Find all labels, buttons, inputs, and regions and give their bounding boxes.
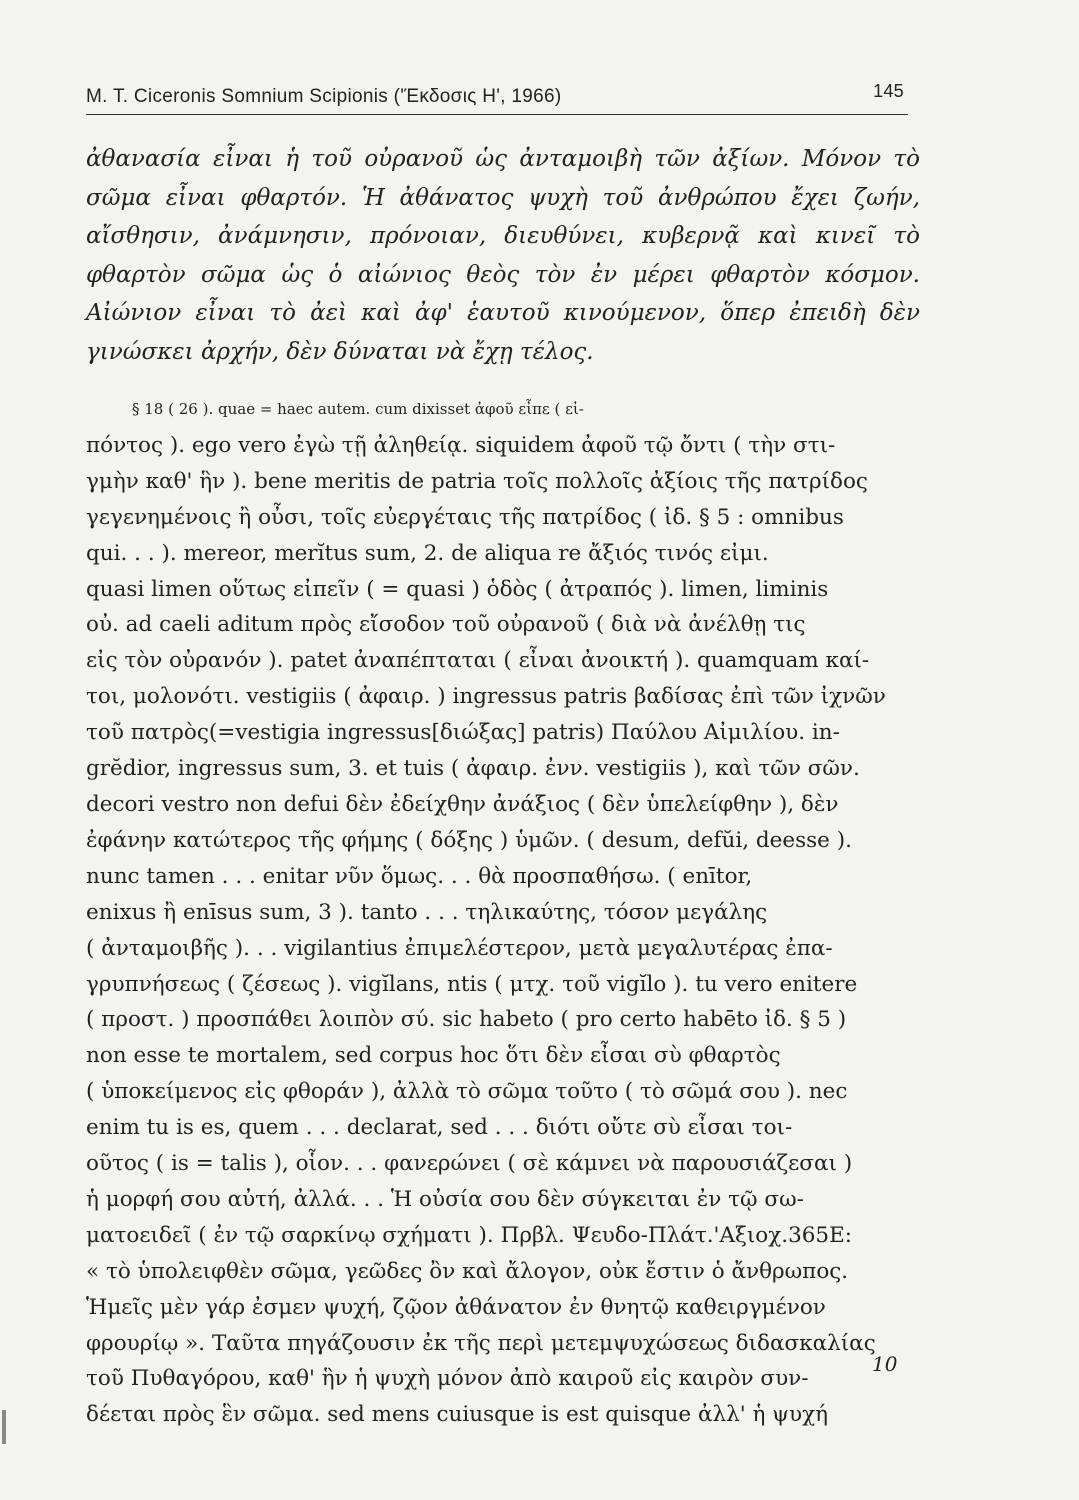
commentary-line: ἐφάνην κατώτερος τῆς φήμης ( δόξης ) ὑμῶν. ( desum, defŭi, deesse ).: [86, 827, 852, 853]
commentary-line: grĕdior, ingressus sum, 3. et tuis ( ἀφαιρ. ἐνν. vestigiis ), καὶ τῶν σῶν.: [86, 756, 860, 782]
commentary-line: δέεται πρὸς ἓν σῶμα. sed mens cuiusque is est quisque ἀλλ' ἡ ψυχή: [86, 1402, 829, 1428]
commentary-line: τοῦ Πυθαγόρου, καθ' ἣν ἡ ψυχὴ μόνον ἀπὸ καιροῦ εἰς καιρὸν συν-: [86, 1366, 809, 1392]
commentary-line: τοι, μολονότι. vestigiis ( ἀφαιρ. ) ingressus patris βαδίσας ἐπὶ τῶν ἰχνῶν: [86, 684, 886, 710]
commentary-line: οῦτος ( is = talis ), οἷον. . . φανερώνει ( σὲ κάμνει νὰ παρουσιάζεσαι ): [86, 1151, 853, 1177]
commentary-line: enixus ἢ enīsus sum, 3 ). tanto . . . τηλικαύτης, τόσον μεγάλης: [86, 899, 768, 925]
commentary-line: φρουρίῳ ». Ταῦτα πηγάζουσιν ἐκ τῆς περὶ μετεμψυχώσεως διδασκαλίας: [86, 1330, 876, 1356]
commentary-line: quasi limen οὕτως εἰπεῖν ( = quasi ) ὁδὸς ( ἀτραπός ). limen, liminis: [86, 576, 829, 602]
commentary-line: ( προστ. ) προσπάθει λοιπὸν σύ. sic habeto ( pro certo habēto ἰδ. § 5 ): [86, 1007, 847, 1033]
commentary-line: non esse te mortalem, sed corpus hoc ὅτι δὲν εἶσαι σὺ φθαρτὸς: [86, 1043, 781, 1069]
commentary-line: ματοειδεῖ ( ἐν τῷ σαρκίνῳ σχήματι ). Πρβλ. Ψευδο-Πλάτ.'Αξιοχ.365E:: [86, 1222, 853, 1248]
commentary-line: γμὴν καθ' ἣν ). bene meritis de patria τοῖς πολλοῖς ἀξίοις τῆς πατρίδος: [86, 468, 868, 494]
commentary-line: nunc tamen . . . enitar νῦν ὅμως. . . θὰ προσπαθήσω. ( enītor,: [86, 863, 753, 889]
commentary-line: γεγενημένοις ἢ οὖσι, τοῖς εὐεργέταις τῆς πατρίδος ( ἰδ. § 5 : omnibus: [86, 504, 844, 530]
commentary-line: πόντος ). ego vero ἐγὼ τῇ ἀληθείᾳ. siquidem ἀφοῦ τῷ ὄντι ( τὴν στι-: [86, 432, 836, 458]
scan-edge-mark: [2, 1410, 6, 1444]
commentary-line: enim tu is es, quem . . . declarat, sed . . . διότι οὔτε σὺ εἶσαι τοι-: [86, 1115, 793, 1141]
commentary-line: ἡ μορφή σου αὐτή, ἀλλά. . . Ἡ οὐσία σου δὲν σύγκειται ἐν τῷ σω-: [86, 1186, 804, 1212]
commentary-line: τοῦ πατρὸς(=vestigia ingressus[διώξας] patris) Παύλου Αἰμιλίου. in-: [86, 720, 840, 746]
commentary-line: decori vestro non defui δὲν ἐδείχθην ἀνάξιος ( δὲν ὑπελείφθην ), δὲν: [86, 791, 839, 817]
commentary-line: γρυπνήσεως ( ζέσεως ). vigĭlans, ntis ( μτχ. τοῦ vigĭlo ). tu vero enitere: [86, 971, 858, 997]
commentary-line: εἰς τὸν οὐρανόν ). patet ἀναπέπταται ( εἶναι ἀνοικτή ). quamquam καί-: [86, 648, 870, 674]
commentary-line: ( ὑποκείμενος εἰς φθοράν ), ἀλλὰ τὸ σῶμα τοῦτο ( τὸ σῶμά σου ). nec: [86, 1079, 848, 1105]
running-header: [86, 78, 908, 115]
signature-mark: 10: [872, 1352, 898, 1376]
commentary-line: § 18 ( 26 ). quae = haec autem. cum dixisset ἀφοῦ εἶπε ( εἰ-: [132, 400, 584, 418]
header-title: M. T. Ciceronis Somnium Scipionis ('Έκδοσις Η', 1966): [86, 86, 562, 107]
commentary-line: οὐ. ad caeli aditum πρὸς εἴσοδον τοῦ οὐρανοῦ ( διὰ νὰ ἀνέλθῃ τις: [86, 612, 806, 638]
commentary-line: « τὸ ὑπολειφθὲν σῶμα, γεῶδες ὂν καὶ ἄλογον, οὐκ ἔστιν ὁ ἄνθρωπος.: [86, 1258, 849, 1284]
commentary-line: Ἡμεῖς μὲν γάρ ἐσμεν ψυχή, ζῷον ἀθάνατον ἐν θνητῷ καθειργμένον: [86, 1294, 826, 1320]
commentary-line: qui. . . ). mereor, merĭtus sum, 2. de aliqua re ἄξιός τινός εἰμι.: [86, 540, 769, 566]
commentary-section: [86, 392, 926, 1433]
intro-paragraph: ἀθανασία εἶναι ἡ τοῦ οὐρανοῦ ὡς ἀνταμοιβὴ τῶν ἀξίων. Μόνον τὸ σῶμα εἶναι φθαρτόν. Ἡ ἀθάνατος ψυχὴ τοῦ ἀνθρώπου ἔχει ζωήν, αἴσθησιν, ἀνάμνησιν, πρόνοιαν, διευθύνει, κυβερνᾷ καὶ κινεῖ τὸ φθαρτὸν σῶμα ὡς ὁ αἰώνιος θεὸς τὸν ἐν μέρει φθαρτὸν κόσμον. Αἰώνιον εἶναι τὸ ἀεὶ καὶ ἀφ' ἑαυτοῦ κινούμενον, ὅπερ ἐπειδὴ δὲν γινώσκει ἀρχήν, δὲν δύναται νὰ ἔχῃ τέλος.: [86, 146, 920, 365]
page-number: 145: [873, 81, 904, 101]
commentary-line: ( ἀνταμοιβῆς ). . . vigilantius ἐπιμελέστερον, μετὰ μεγαλυτέρας ἐπα-: [86, 935, 833, 961]
